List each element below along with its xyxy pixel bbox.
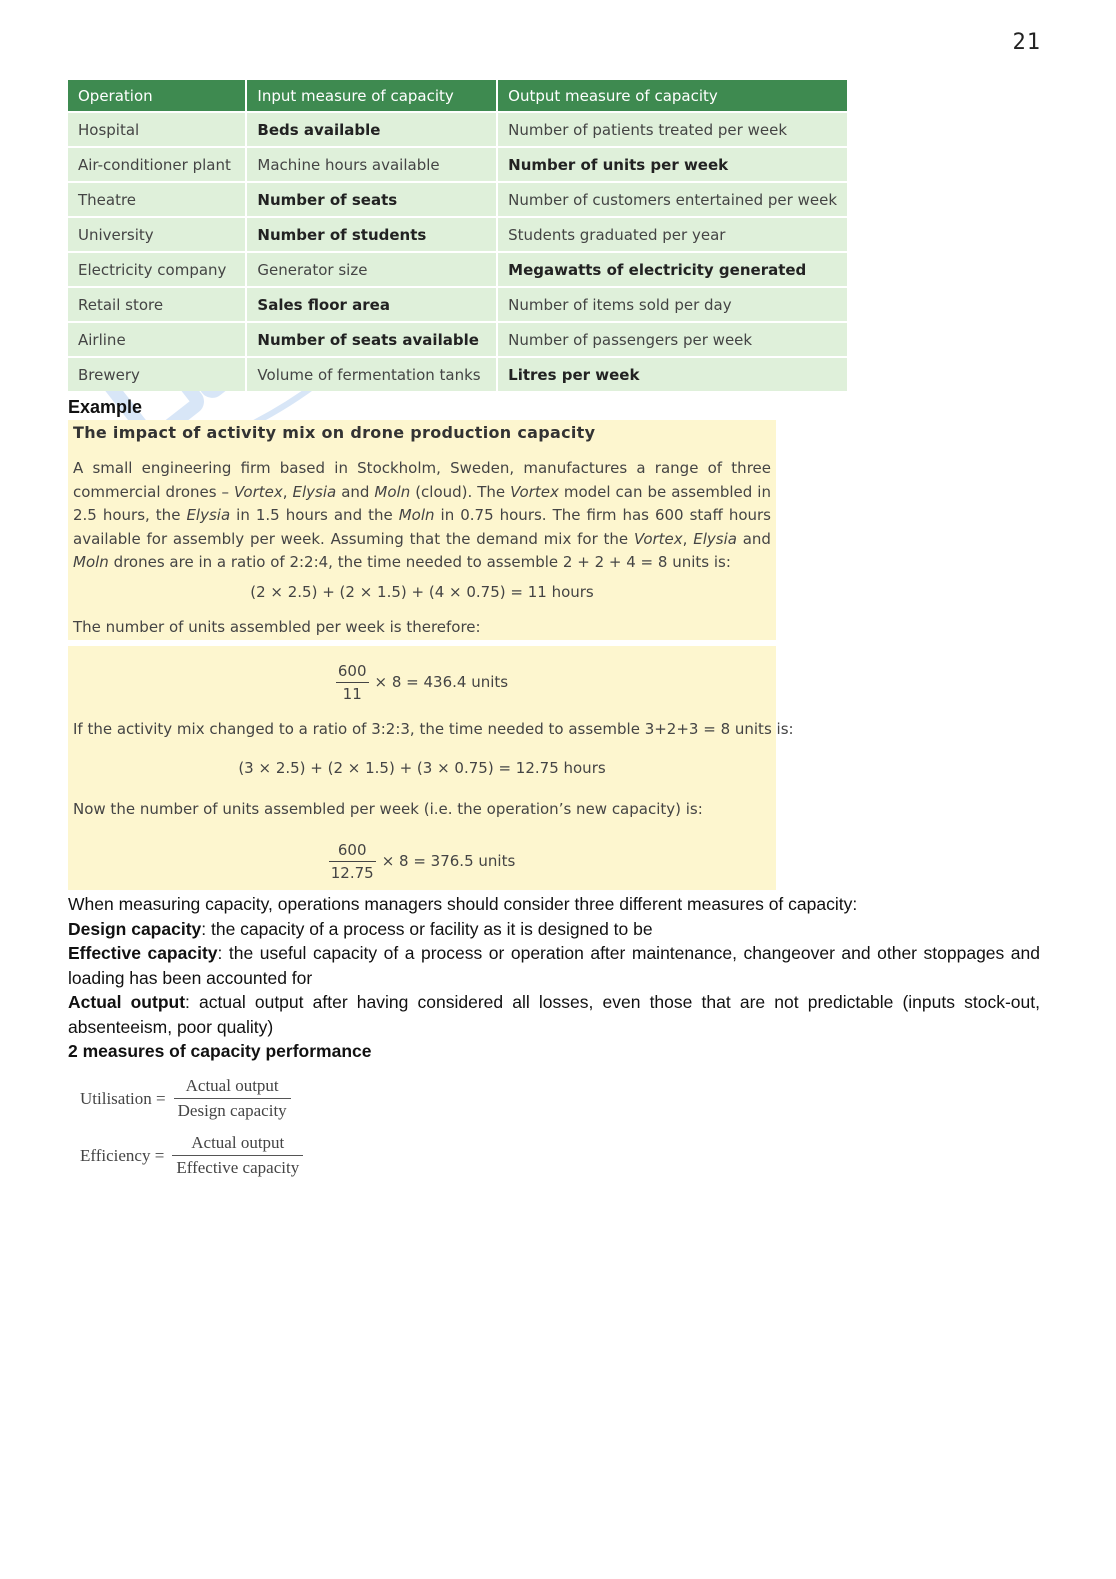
fraction-numerator: 600 [329, 839, 376, 862]
fraction-denominator: 12.75 [330, 864, 374, 882]
operation-cell: University [68, 217, 246, 252]
output-cell: Number of passengers per week [497, 322, 847, 357]
input-cell: Volume of fermentation tanks [246, 357, 497, 391]
input-cell: Number of students [246, 217, 497, 252]
operation-cell: Brewery [68, 357, 246, 391]
model-name: Vortex [234, 482, 283, 501]
table-row [68, 357, 847, 391]
input-cell: Machine hours available [246, 147, 497, 182]
equation-units-1 [68, 660, 776, 705]
efficiency-formula [80, 1131, 309, 1180]
page-number: 21 [1012, 30, 1041, 55]
input-cell: Generator size [246, 252, 497, 287]
capacity-definitions [68, 892, 1040, 1064]
definition: : the useful capacity of a process or operation after maintenance, changeover and other stoppages and loading has been accounted for [68, 943, 1040, 988]
model-name: Moln [374, 482, 411, 501]
effective-capacity-definition [68, 941, 1040, 990]
table-header-row [68, 80, 847, 112]
example-title: The impact of activity mix on drone production capacity [73, 423, 596, 442]
example-label: Example [68, 397, 143, 417]
equation-units-2 [68, 839, 776, 884]
mix-change-line: If the activity mix changed to a ratio of 3:2:3, the time needed to assemble 3+2+3 = 8 units is: [73, 720, 794, 738]
table-row [68, 252, 847, 287]
operation-cell: Electricity company [68, 252, 246, 287]
definition: : actual output after having considered all losses, even those that are not predictable (inputs stock-out, absenteeism, poor quality) [68, 992, 1040, 1037]
table-row [68, 217, 847, 252]
output-cell: Number of items sold per day [497, 287, 847, 322]
fraction [329, 839, 376, 884]
heading-text: 2 measures of capacity performance [68, 1041, 372, 1061]
table-row [68, 287, 847, 322]
new-capacity-line: Now the number of units assembled per week (i.e. the operation’s new capacity) is: [73, 800, 703, 818]
table-row [68, 182, 847, 217]
para-text: A small engineering firm based in Stockholm, Sweden, manufactures a range of three commercial drones – [73, 459, 771, 501]
operation-cell: Airline [68, 322, 246, 357]
formula-label: Utilisation = [80, 1088, 166, 1108]
para-text: and [742, 529, 771, 548]
output-cell: Number of units per week [497, 147, 847, 182]
output-cell: Number of patients treated per week [497, 112, 847, 147]
intro-paragraph: When measuring capacity, operations managers should consider three different measures of capacity: [68, 894, 858, 914]
operation-cell: Retail store [68, 287, 246, 322]
model-name: Elysia [292, 482, 337, 501]
operation-cell: Air-conditioner plant [68, 147, 246, 182]
header-output-measure: Output measure of capacity [497, 80, 847, 112]
fraction [174, 1074, 291, 1123]
input-cell: Beds available [246, 112, 497, 147]
table-row [68, 147, 847, 182]
header-input-measure: Input measure of capacity [246, 80, 497, 112]
term: Effective capacity [68, 943, 218, 963]
model-name: Moln [73, 553, 109, 571]
section-heading [68, 1039, 1040, 1064]
operation-cell: Hospital [68, 112, 246, 147]
utilisation-formula [80, 1074, 297, 1123]
term: Design capacity [68, 918, 202, 939]
example-box-bottom [68, 646, 794, 890]
fraction-denominator: Effective capacity [176, 1158, 300, 1177]
equation-result: × 8 = 436.4 units [374, 673, 509, 691]
fraction-denominator: Design capacity [177, 1101, 287, 1120]
equation-mix-1: (2 × 2.5) + (2 × 1.5) + (4 × 0.75) = 11 hours [250, 583, 594, 601]
definition: : the capacity of a process or facility as it is designed to be [201, 918, 653, 939]
example-paragraph: A small engineering firm based in Stockholm, Sweden, manufactures a range of three commercial drones – Vortex, Elysia and Moln (cloud). The Vortex model can be assembled in 2.5 hours, the Elysia in 1.5 hours and the Moln in 0.75 hours. The firm has 600 staff hours available for assembly per week. Assuming that the demand mix for the Vortex, Elysia and Moln drones are in a ratio of 2:2:4, the time needed to assemble 2 + 2 + 4 = 8 units is: [73, 459, 771, 571]
fraction [172, 1131, 303, 1180]
output-cell: Megawatts of electricity generated [497, 252, 847, 287]
para-text: model can be assembled in 2.5 hours, the [73, 482, 771, 524]
capacity-measures-table [68, 80, 847, 391]
example-box-top [68, 420, 776, 640]
actual-output-definition [68, 990, 1040, 1039]
term: Actual output [68, 992, 186, 1012]
fraction-numerator: Actual output [174, 1074, 291, 1099]
model-name: Vortex [633, 529, 683, 548]
output-cell: Students graduated per year [497, 217, 847, 252]
design-capacity-definition [68, 917, 1040, 942]
equation-result: × 8 = 376.5 units [381, 852, 516, 870]
para-text: and [341, 482, 370, 501]
fraction-denominator: 11 [342, 685, 362, 703]
fraction [336, 660, 369, 705]
model-name: Elysia [186, 506, 231, 524]
model-name: Elysia [693, 529, 737, 548]
header-operation: Operation [68, 80, 246, 112]
para-text: (cloud). The [415, 482, 506, 501]
operation-cell: Theatre [68, 182, 246, 217]
model-name: Moln [398, 506, 435, 524]
equation-mix-2: (3 × 2.5) + (2 × 1.5) + (3 × 0.75) = 12.75 hours [238, 759, 606, 777]
formula-label: Efficiency = [80, 1145, 165, 1165]
input-cell: Number of seats available [246, 322, 497, 357]
input-cell: Number of seats [246, 182, 497, 217]
table-row [68, 112, 847, 147]
output-cell: Litres per week [497, 357, 847, 391]
table-row [68, 322, 847, 357]
para-text: in 0.75 hours. The firm has 600 staff hours available for assembly per week. Assuming that the demand mix for the [73, 506, 771, 548]
model-name: Vortex [510, 482, 559, 501]
input-cell: Sales floor area [246, 287, 497, 322]
fraction-numerator: 600 [336, 660, 369, 683]
output-cell: Number of customers entertained per week [497, 182, 847, 217]
para-text: in 1.5 hours and the [236, 506, 393, 524]
fraction-numerator: Actual output [172, 1131, 303, 1156]
para-text: drones are in a ratio of 2:2:4, the time needed to assemble 2 + 2 + 4 = 8 units is: [113, 553, 731, 571]
units-intro-line: The number of units assembled per week is therefore: [73, 618, 481, 636]
